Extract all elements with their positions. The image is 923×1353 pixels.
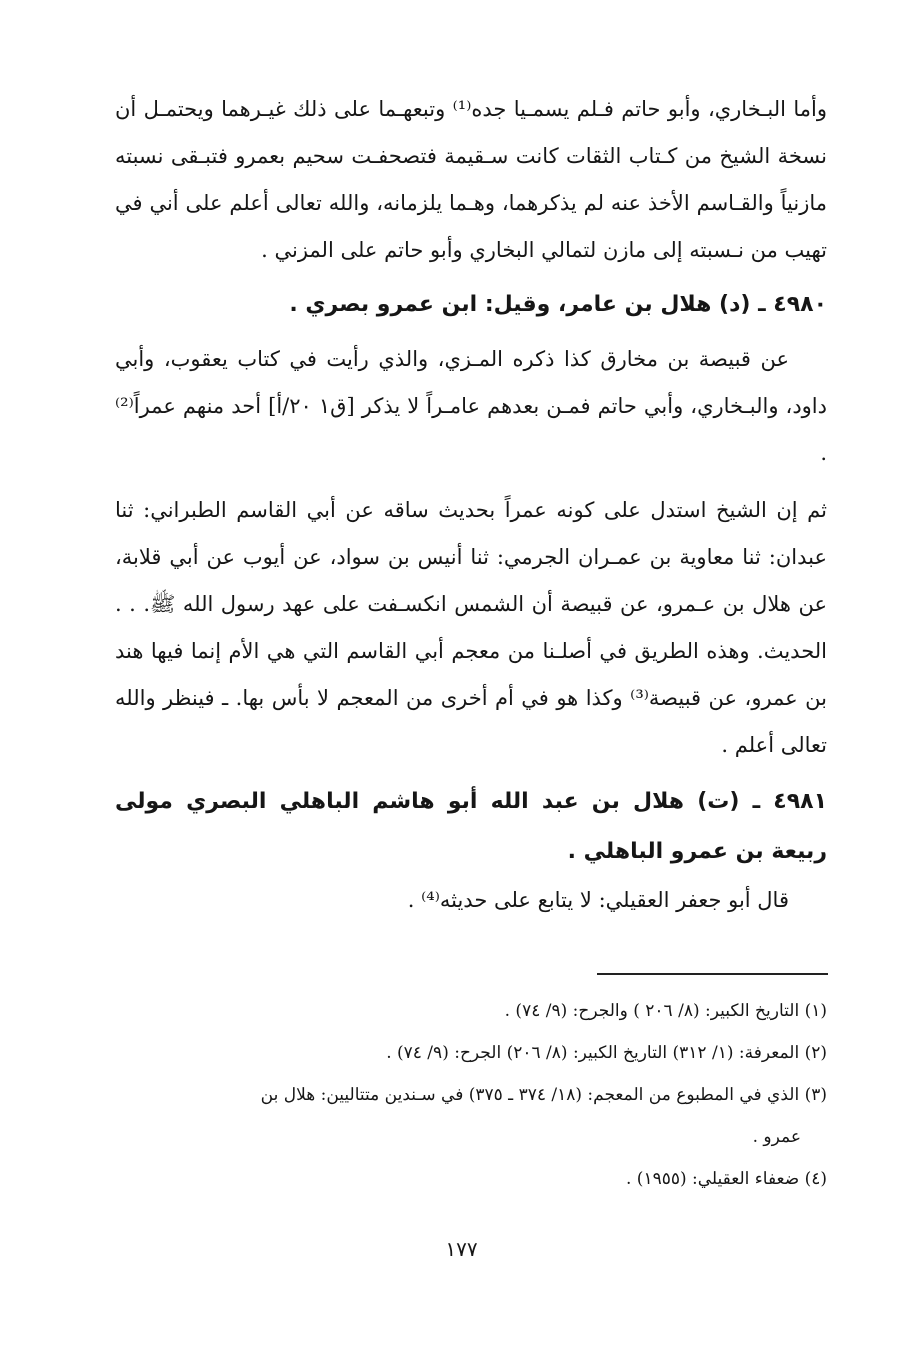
footnote-separator	[597, 973, 828, 975]
body-paragraph-4: قال أبو جعفر العقيلي: لا يتابع على حديثه⁽⁴⁾ .	[407, 888, 789, 912]
footnote-2: (٢) المعرفة: (١/ ٣١٢) التاريخ الكبير: (٨/ ٢٠٦) الجرح: (٩/ ٧٤) .	[386, 1043, 827, 1063]
entry-heading-4981: ٤٩٨١ ـ (ت) هلال بن عبد الله أبو هاشم الباهلي البصري مولى ربيعة بن عمرو الباهلي .	[115, 789, 827, 864]
page-body	[115, 86, 827, 924]
footnote-3-continuation: عمرو .	[752, 1127, 801, 1147]
footnote-4: (٤) ضعفاء العقيلي: (١٩٥٥) .	[625, 1169, 827, 1189]
body-paragraph-1: وأما البـخاري، وأبو حاتم فـلم يسمـيا جده⁽¹⁾ وتبعهـما على ذلك غيـرهما ويحتمـل أن نسخة الشيخ من كـتاب الثقات كانت سـقيمة فتصحفـت سحيم بعمرو فتبـقى نسبته مازنياً والقـاسم الأخذ عنه لم يذكرهما، وهـما يلزمانه، والله تعالى أعلم على أني في تهيب من نـسبته إلى مازن لتمالي البخاري وأبو حاتم على المزني .	[115, 97, 827, 262]
body-paragraph-2: عن قبيصة بن مخارق كذا ذكره المـزي، والذي رأيت في كتاب يعقوب، وأبي داود، والبـخاري، وأبي حاتم فمـن بعدهم عامـراً لا يذكر [ق١ ٢٠/أ] أحد منهم عمراً⁽²⁾ .	[115, 347, 827, 465]
page-number: ١٧٧	[445, 1237, 478, 1261]
footnotes	[115, 990, 827, 1200]
entry-heading-4980: ٤٩٨٠ ـ (د) هلال بن عامر، وقيل: ابن عمرو بصري .	[289, 292, 827, 317]
footnote-1: (١) التاريخ الكبير: (٨/ ٢٠٦ ) والجرح: (٩/ ٧٤) .	[504, 1001, 827, 1021]
body-paragraph-3: ثم إن الشيخ استدل على كونه عمراً بحديث ساقه عن أبي القاسم الطبراني: ثنا عبدان: ثنا معاوية بن عمـران الجرمي: ثنا أنيس بن سواد، عن أيوب عن أبي قلابة، عن هلال بن عـمرو، عن قبيصة أن الشمس انكسـفت على عهد رسول الله ﷺ. . . الحديث. وهذه الطريق في أصلـنا من معجم أبي القاسم التي هي الأم إنما فيها هند بن عمرو، عن قبيصة⁽³⁾ وكذا هو في أم أخرى من المعجم لا بأس بها. ـ فينظر والله تعالى أعلم .	[115, 498, 828, 757]
footnote-3: (٣) الذي في المطبوع من المعجم: (١٨/ ٣٧٤ ـ ٣٧٥) في سـندين متتاليين: هلال بن	[260, 1085, 827, 1105]
